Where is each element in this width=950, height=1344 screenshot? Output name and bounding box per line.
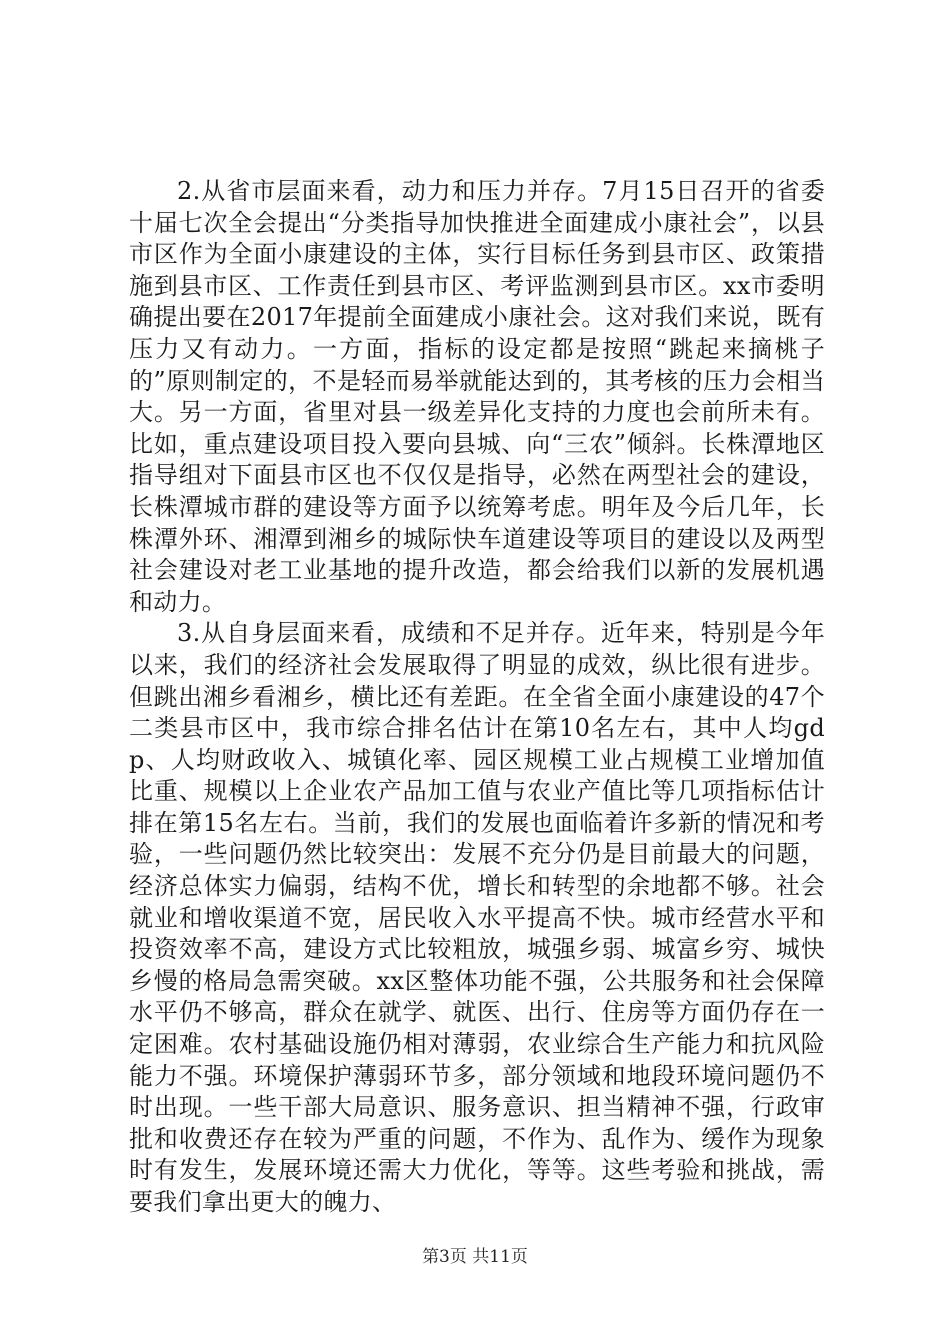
document-body [129, 176, 825, 1219]
page-number-footer: 第3页 共11页 [422, 1247, 528, 1267]
paragraph-provincial-level: 2.从省市层面来看，动力和压力并存。7月15日召开的省委十届七次全会提出“分类指导加快推进全面建成小康社会”，以县市区作为全面小康建设的主体，实行目标任务到县市区、政策措施到县市区、工作责任到县市区、考评监测到县市区。xx市委明确提出要在2017年提前全面建成小康社会。这对我们来说，既有压力又有动力。一方面，指标的设定都是按照“跳起来摘桃子的”原则制定的，不是轻而易举就能达到的，其考核的压力会相当大。另一方面，省里对县一级差异化支持的力度也会前所未有。比如，重点建设项目投入要向县城、向“三农”倾斜。长株潭地区指导组对下面县市区也不仅仅是指导，必然在两型社会的建设，长株潭城市群的建设等方面予以统筹考虑。明年及今后几年，长株潭外环、湘潭到湘乡的城际快车道建设等项目的建设以及两型社会建设对老工业基地的提升改造，都会给我们以新的发展机遇和动力。 [129, 177, 825, 616]
paragraph-self-level: 3.从自身层面来看，成绩和不足并存。近年来，特别是今年以来，我们的经济社会发展取得了明显的成效，纵比很有进步。但跳出湘乡看湘乡，横比还有差距。在全省全面小康建设的47个二类县市区中，我市综合排名估计在第10名左右，其中人均gdp、人均财政收入、城镇化率、园区规模工业占规模工业增加值比重、规模以上企业农产品加工值与农业产值比等几项指标估计排在第15名左右。当前，我们的发展也面临着许多新的情况和考验，一些问题仍然比较突出：发展不充分仍是目前最大的问题，经济总体实力偏弱，结构不优，增长和转型的余地都不够。社会就业和增收渠道不宽，居民收入水平提高不快。城市经营水平和投资效率不高，建设方式比较粗放，城强乡弱、城富乡穷、城快乡慢的格局急需突破。xx区整体功能不强，公共服务和社会保障水平仍不够高，群众在就学、就医、出行、住房等方面仍存在一定困难。农村基础设施仍相对薄弱，农业综合生产能力和抗风险能力不强。环境保护薄弱环节多，部分领域和地段环境问题仍不时出现。一些干部大局意识、服务意识、担当精神不强，行政审批和收费还存在较为严重的问题，不作为、乱作为、缓作为现象时有发生，发展环境还需大力优化，等等。这些考验和挑战，需要我们拿出更大的魄力、 [129, 619, 825, 1216]
